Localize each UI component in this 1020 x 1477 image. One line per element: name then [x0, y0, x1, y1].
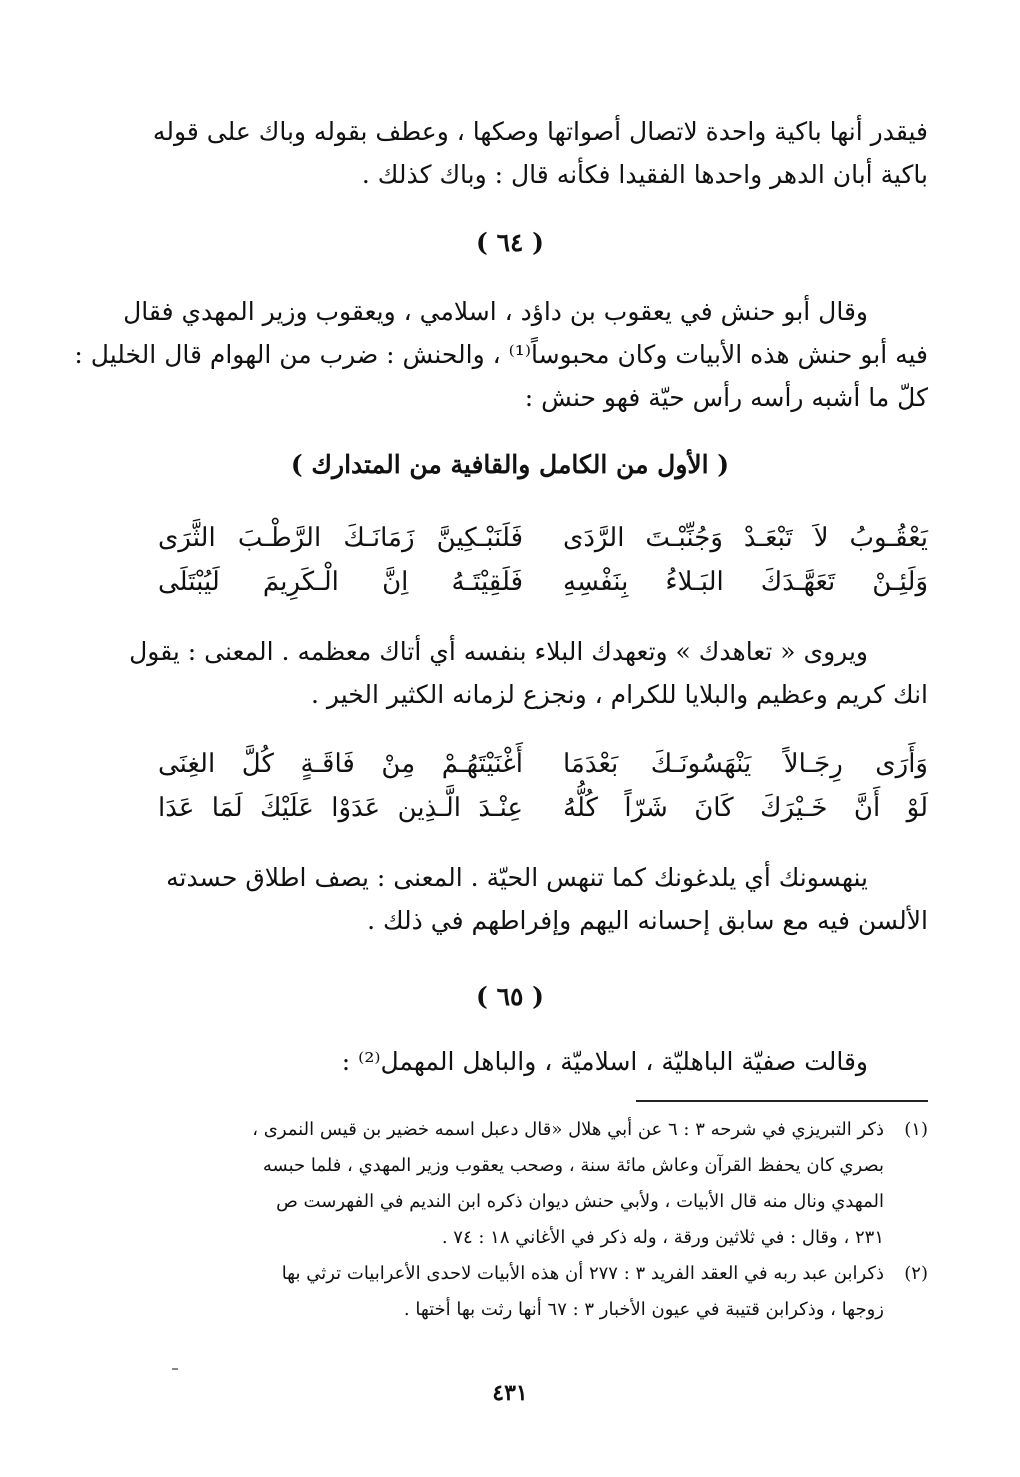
page-number: ٤٣١: [492, 1380, 528, 1406]
verse-line: [158, 742, 928, 786]
commentary-2: [158, 856, 928, 942]
verse-line: [158, 786, 928, 830]
footnote-line: ذكر التبريزي في شرحه ٣ : ٦ عن أبي هلال «قال دعبل اسمه خضير بن قيس النمرى ،: [252, 1119, 884, 1140]
footnotes: [138, 1112, 928, 1328]
verse-hemistich-second: فَلَقِيْتَـهُ اِنَّ الْـكَرِيمَ لَيُبْتَلَى: [158, 567, 523, 597]
footnote-body: [138, 1112, 884, 1256]
section-number-64: ( ٦٤ ): [476, 228, 544, 257]
verse-hemistich-first: يَعْقُـوبُ لاَ تَبْعَـدْ وَجُنِّبْـتَ الرَّدَى: [563, 523, 928, 553]
text-line: فيقدر أنها باكية واحدة لاتصال أصواتها وصكها ، وعطف بقوله وباك على قوله: [152, 117, 928, 146]
section-number-65: ( ٦٥ ): [476, 982, 544, 1011]
footnote-body: [138, 1256, 884, 1328]
poem-verses-2: [158, 742, 928, 830]
verse-line: [158, 560, 928, 604]
intro-paragraph: [152, 110, 928, 196]
verse-hemistich-second: عِنْـدَ الَّـذِين عَدَوْا عَلَيْكَ لَمَا عَدَا: [158, 793, 523, 823]
text-line: وقال أبو حنش في يعقوب بن داؤد ، اسلامي ، ويعقوب وزير المهدي فقال: [123, 297, 868, 326]
footnote-marker: (١): [904, 1119, 928, 1140]
verse-hemistich-first: وَلَئِـنْ تَعَهَّـدَكَ البَـلاءُ بِنَفْسِهِ: [563, 567, 928, 597]
section-64-intro: [74, 290, 928, 419]
text-line: ينهسونك أي يلدغونك كما تنهس الحيّة . المعنى : يصف اطلاق حسدته: [166, 863, 868, 892]
text-line: باكية أبان الدهر واحدها الفقيدا فكأنه قال : وباك كذلك .: [361, 160, 928, 189]
verse-hemistich-second: فَلَنَبْـكِينَّ زَمَانَـكَ الرَّطْـبَ الثَّرَى: [158, 523, 523, 553]
footnote-marker: (٢): [904, 1263, 928, 1284]
section-65-intro: [158, 1040, 928, 1083]
footnote-line: المهدي ونال منه قال الأبيات ، ولأبي حنش ديوان ذكره ابن النديم في الفهرست ص: [276, 1191, 884, 1212]
verse-line: [158, 516, 928, 560]
meter-heading: ( الأول من الكامل والقافية من المتدارك ): [290, 450, 730, 479]
text-line: فيه أبو حنش هذه الأبيات وكان محبوساً⁽¹⁾ ، والحنش : ضرب من الهوام قال الخليل :: [74, 340, 928, 369]
print-speck: [172, 1368, 178, 1370]
verse-hemistich-second: أَغْنَيْتَهُـمْ مِنْ فَاقَـةٍ كُلَّ الغِنَى: [158, 749, 523, 779]
footnote-1: [138, 1112, 928, 1256]
footnote-line: زوجها ، وذكرابن قتيبة في عيون الأخبار ٣ : ٦٧ أنها رثت بها أختها .: [403, 1299, 884, 1320]
footnote-line: ذكرابن عبد ربه في العقد الفريد ٣ : ٢٧٧ أن هذه الأبيات لاحدى الأعرابيات ترثي بها: [281, 1263, 884, 1284]
verse-hemistich-first: وَأَرَى رِجَـالاً يَنْهَسُونَـكَ بَعْدَمَا: [563, 749, 928, 779]
text-line: وقالت صفيّة الباهليّة ، اسلاميّة ، والباهل المهمل⁽²⁾ :: [341, 1047, 868, 1076]
text-line: كلّ ما أشبه رأسه رأس حيّة فهو حنش :: [524, 383, 928, 412]
text-line: ويروى « تعاهدك » وتعهدك البلاء بنفسه أي أتاك معظمه . المعنى : يقول: [129, 637, 868, 666]
verse-hemistich-first: لَوْ أَنَّ خَـيْرَكَ كَانَ شَرّاً كُلُّهُ: [563, 793, 928, 823]
footnote-2: [138, 1256, 928, 1328]
text-line: انك كريم وعظيم والبلايا للكرام ، ونجزع لزمانه الكثير الخير .: [311, 680, 928, 709]
footnote-separator: [636, 1100, 928, 1102]
text-line: الألسن فيه مع سابق إحسانه اليهم وإفراطهم في ذلك .: [367, 906, 928, 935]
commentary-1: [129, 630, 928, 716]
footnote-line: ٢٣١ ، وقال : في ثلاثين ورقة ، وله ذكر في الأغاني ١٨ : ٧٤ .: [441, 1227, 884, 1248]
footnote-line: بصري كان يحفظ القرآن وعاش مائة سنة ، وصحب يعقوب وزير المهدي ، فلما حبسه: [262, 1155, 884, 1176]
poem-verses-1: [158, 516, 928, 604]
